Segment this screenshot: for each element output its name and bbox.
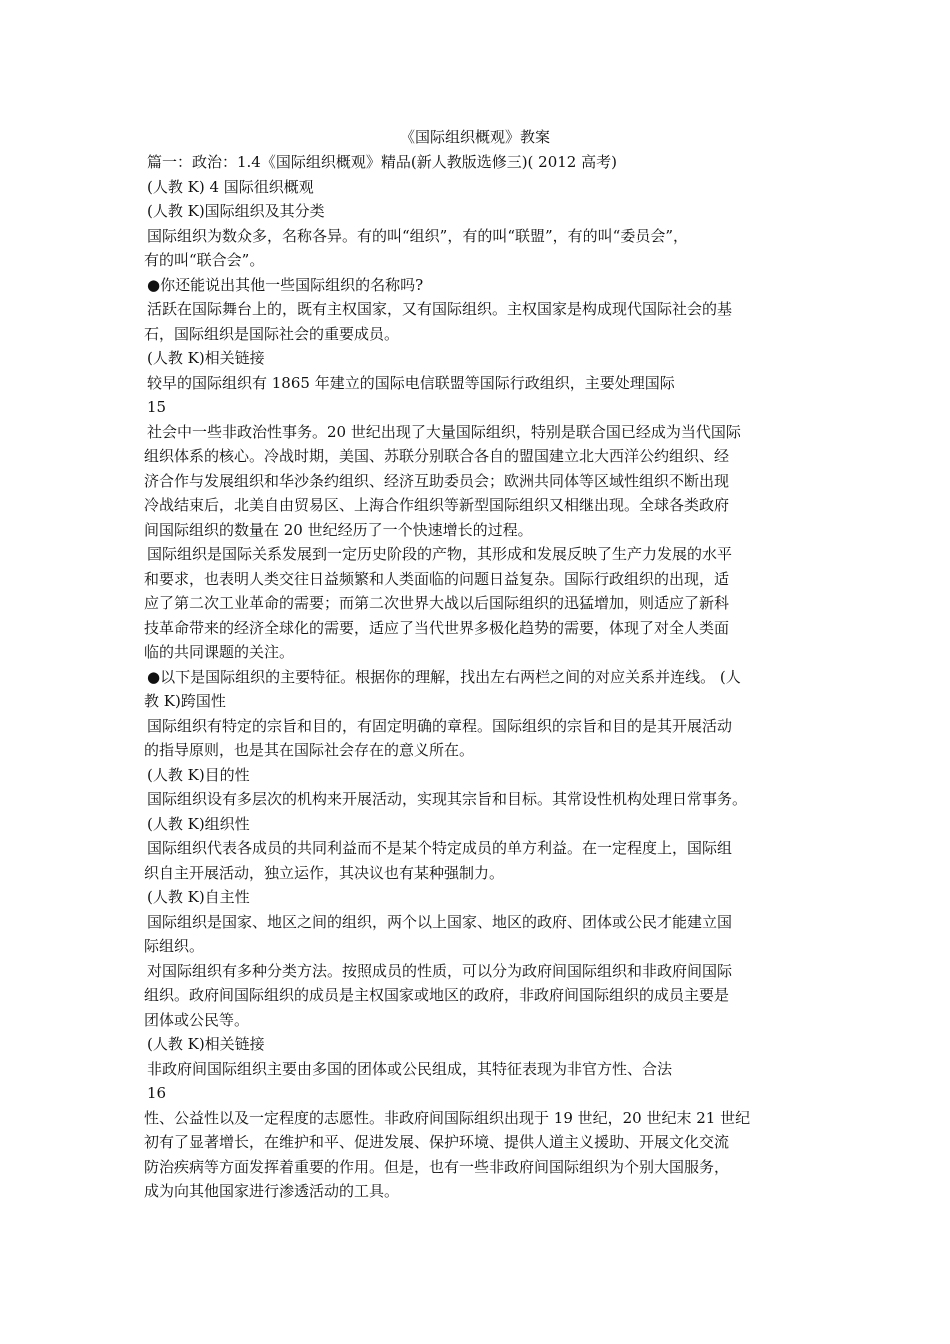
text-line: (人教 K) 4 国际徂织概观 [147, 177, 314, 196]
text-line: 有的叫“联合会”。 [144, 251, 265, 269]
text-line: 冷战结束后，北美自由贸易区、上海合作组织等新型国际组织又相继出现。全球各类政府 [144, 496, 730, 514]
text-line: 国际组织设有多层次的机构来开展活动，实现其宗旨和目标。其常设性机构处理日常事务。 [147, 790, 748, 808]
text-line: 应了第二次工业革命的需要；而第二次世界大战以后国际组织的迅猛增加，则适应了新科 [144, 594, 730, 612]
text-line: 国际组织为数众多，名称各异。有的叫“组织”，有的叫“联盟”，有的叫“委员会”， [147, 226, 689, 245]
text-line: 非政府间国际组织主要由多国的团体或公民组成，其特征表现为非官方性、合法 [147, 1059, 673, 1078]
text-line: 组织。政府间国际组织的成员是主权国家或地区的政府，非政府间国际组织的成员主要是 [144, 986, 730, 1004]
text-line: 篇一：政治：1.4《国际组织概观》精品(新人教版选修三)( 2012 高考) [147, 153, 617, 171]
text-line: 临的共同课题的关注。 [144, 643, 295, 661]
text-line: 团体或公民等。 [144, 1010, 250, 1029]
text-line: 国际组织是国际关系发展到一定历史阶段的产物，其形成和发展反映了生产力发展的水平 [147, 545, 733, 563]
text-line: 防治疾病等方面发挥着重要的作用。但是，也有一些非政府间国际组织为个别大国服务， [144, 1157, 730, 1176]
text-line: 技革命带来的经济全球化的需要，适应了当代世界多极化趋势的需要，体现了对全人类面 [144, 618, 730, 637]
text-line: ●以下是国际组织的主要特征。根据你的理解，找出左右两栏之间的对应关系并连线。 (人 [147, 667, 741, 686]
text-line: 济合作与发展组织和华沙条约组织、经济互助委员会；欧洲共同体等区域性组织不断出现 [144, 471, 730, 490]
text-line: (人教 K)相关链接 [147, 1035, 265, 1053]
text-line: 初有了显著增长，在维护和平、促进发展、保护环境、提供人道主义援助、开展文化交流 [144, 1133, 730, 1151]
text-line: 16 [147, 1084, 167, 1102]
document-body [144, 150, 812, 1204]
text-line: 织自主开展活动，独立运作，其决议也有某种强制力。 [144, 863, 505, 882]
text-line: 间国际组织的数量在 20 世纪经历了一个快速增长的过程。 [144, 520, 533, 539]
text-line: 国际组织代表各成员的共同利益而不是某个特定成员的单方利益。在一定程度上，国际组 [147, 839, 733, 857]
text-line: 国际组织有特定的宗旨和目的，有固定明确的章程。国际组织的宗旨和目的是其开展活动 [147, 716, 733, 735]
text-line: ●你还能说出其他一些国际组织的名称吗? [147, 275, 424, 294]
text-line: (人教 K)国际组织及其分类 [147, 202, 325, 220]
text-line: (人教 K)组织性 [147, 814, 250, 833]
text-line: 15 [147, 398, 167, 416]
text-line: 石，国际组织是国际社会的重要成员。 [144, 324, 400, 343]
text-line: 社会中一些非政治性事务。20 世纪出现了大量国际组织，特别是联合国已经成为当代国际 [147, 422, 741, 441]
text-line: 对国际组织有多种分类方法。按照成员的性质，可以分为政府间国际组织和非政府间国际 [147, 961, 733, 980]
text-line: 较早的国际组织有 1865 年建立的国际电信联盟等国际行政组织，主要处理国际 [147, 373, 675, 392]
text-line: 组织体系的核心。冷战时期，美国、苏联分别联合各自的盟国建立北大西洋公约组织、经 [144, 447, 730, 465]
text-line: 国际组织是国家、地区之间的组织，两个以上国家、地区的政府、团体或公民才能建立国 [147, 912, 733, 931]
document-title: 《国际组织概观》教案 [399, 128, 550, 146]
text-line: (人教 K)自主性 [147, 888, 250, 906]
text-line: (人教 K)相关链接 [147, 349, 265, 367]
text-line: 的指导原则，也是其在国际社会存在的意义所在。 [144, 741, 475, 759]
text-line: 和要求，也表明人类交往日益频繁和人类面临的问题日益复杂。国际行政组织的出现，适 [144, 569, 730, 588]
text-line: (人教 K)目的性 [147, 765, 250, 784]
text-line: 活跃在国际舞台上的，既有主权国家，又有国际组织。主权国家是构成现代国际社会的基 [147, 300, 733, 318]
text-line: 性、公益性以及一定程度的志愿性。非政府间国际组织出现于 19 世纪，20 世纪末 21 世纪 [144, 1108, 751, 1127]
text-line: 教 K)跨国性 [144, 692, 226, 710]
text-line: 际组织。 [144, 937, 205, 955]
text-line: 成为向其他国家进行渗透活动的工具。 [144, 1182, 400, 1200]
